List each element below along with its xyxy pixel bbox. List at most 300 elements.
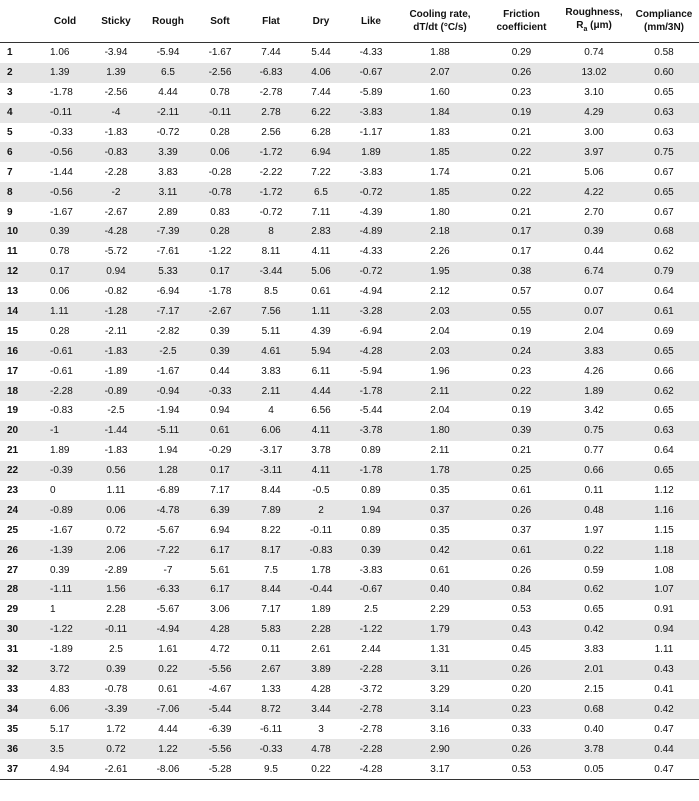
like-value: -6.94 [359,325,383,337]
roughness-value: 4.26 [584,365,604,377]
header-flat: Flat [246,0,296,43]
cooling-rate-value: 2.12 [430,286,450,298]
rough-value: 1.28 [142,461,194,481]
cooling-rate-value: 2.03 [396,302,484,322]
row-number: 32 [0,660,40,680]
soft-value: 0.78 [210,87,230,99]
like-value: -5.89 [359,87,383,99]
dry-value: 6.5 [296,182,346,202]
roughness-value: 2.70 [584,206,604,218]
friction-value: 0.38 [484,262,559,282]
flat-value: -1.72 [246,182,296,202]
roughness-value: 3.42 [584,405,604,417]
friction-value: 0.61 [511,485,532,497]
header-friction-line1: Friction [503,9,540,20]
friction-value: 0.21 [511,206,532,218]
friction-value: 0.53 [484,759,559,779]
dry-value: 5.06 [296,262,346,282]
dry-value: 3.44 [296,699,346,719]
row-number: 29 [7,604,19,616]
soft-value: -0.33 [194,381,246,401]
header-cooling-rate-line1: Cooling rate, [409,9,471,20]
flat-value: 7.44 [261,47,281,59]
dry-value: 4.78 [296,739,346,759]
friction-value: 0.21 [511,445,532,457]
table-row [0,341,699,361]
compliance-value: 1.07 [629,580,699,600]
soft-value: 0.39 [210,325,230,337]
header-friction [484,0,559,43]
header-dry: Dry [296,0,346,43]
cold-value: -0.39 [40,461,90,481]
roughness-value: 0.48 [559,500,629,520]
sticky-value: 0.72 [90,739,142,759]
table-row [0,560,699,580]
like-value: -4.28 [346,759,396,779]
rough-value: 3.39 [142,142,194,162]
friction-value: 0.19 [511,325,532,337]
rough-value: -8.06 [142,759,194,779]
cold-value: 1.89 [50,445,70,457]
friction-value: 0.43 [484,620,559,640]
cold-value: -1.39 [40,540,90,560]
rough-value: 3.11 [142,182,194,202]
like-value: -3.83 [346,103,396,123]
rough-value: -4.78 [142,500,194,520]
table-body [0,43,699,780]
row-number: 16 [0,341,40,361]
sticky-value: -1.83 [104,445,128,457]
table-row [0,302,699,322]
rough-value: 1.22 [142,739,194,759]
rough-value: -7.06 [142,699,194,719]
friction-value: 0.23 [511,365,532,377]
like-value: -2.28 [346,739,396,759]
cold-value: 0 [50,485,56,497]
soft-value: 0.06 [194,142,246,162]
soft-value: 6.39 [194,500,246,520]
header-rough: Rough [142,0,194,43]
cold-value: -1.78 [50,87,73,99]
header-roughness-ra: R [576,20,584,31]
sticky-value: 2.06 [90,540,142,560]
soft-value: -1.22 [208,246,232,258]
soft-value: -1.67 [208,47,232,59]
table-row [0,401,699,421]
cold-value: 3.72 [40,660,90,680]
row-number: 37 [0,759,40,779]
like-value: -3.72 [359,683,383,695]
compliance-value: 0.65 [629,461,699,481]
cooling-rate-value: 1.31 [430,644,450,656]
table-row [0,699,699,719]
compliance-value: 0.65 [654,87,674,99]
compliance-value: 0.60 [629,63,699,83]
roughness-value: 0.62 [559,580,629,600]
row-number: 31 [7,644,19,656]
compliance-value: 0.79 [629,262,699,282]
compliance-value: 0.58 [654,47,674,59]
roughness-value: 2.15 [584,683,604,695]
rough-value: -5.11 [142,421,194,441]
rough-value: 5.33 [142,262,194,282]
flat-value: 7.89 [246,500,296,520]
cold-value: 5.17 [50,723,70,735]
flat-value: 5.83 [246,620,296,640]
cold-value: -0.56 [40,182,90,202]
cooling-rate-value: 1.85 [396,142,484,162]
cooling-rate-value: 3.29 [430,683,450,695]
roughness-value: 3.83 [559,341,629,361]
roughness-value: 5.06 [584,166,604,178]
like-value: -4.33 [359,47,383,59]
soft-value: 6.17 [194,580,246,600]
compliance-value: 0.61 [629,302,699,322]
sticky-value: -2 [90,182,142,202]
friction-value: 0.84 [484,580,559,600]
dry-value: 7.44 [311,87,331,99]
friction-value: 0.26 [484,500,559,520]
table-row [0,282,699,302]
cold-value: 1.39 [40,63,90,83]
compliance-value: 0.69 [654,325,674,337]
compliance-value: 0.66 [654,365,674,377]
like-value: -2.78 [346,699,396,719]
dry-value: 1.78 [311,564,331,576]
cooling-rate-value: 1.78 [396,461,484,481]
dry-value: 4.39 [311,325,331,337]
like-value: 1.94 [346,500,396,520]
like-value: -0.72 [346,262,396,282]
flat-value: -3.17 [259,445,283,457]
table-row [0,361,699,381]
row-number: 20 [0,421,40,441]
cooling-rate-value: 1.79 [396,620,484,640]
like-value: 2.5 [364,604,378,616]
row-number: 27 [7,564,19,576]
sticky-value: 0.56 [90,461,142,481]
like-value: -4.28 [346,341,396,361]
like-value: -3.78 [346,421,396,441]
table-row [0,500,699,520]
rough-value: -0.72 [156,127,180,138]
soft-value: -5.56 [194,660,246,680]
cooling-rate-value: 0.35 [430,485,450,497]
rough-value: 1.94 [158,445,178,457]
row-number: 15 [7,325,19,337]
soft-value: -4.67 [208,683,232,695]
rough-value: -7.61 [156,246,180,258]
flat-value: 7.56 [246,302,296,322]
rough-value: -4.94 [142,620,194,640]
table-row [0,123,699,143]
dry-value: 3 [318,723,324,735]
soft-value: 0.17 [194,461,246,481]
dry-value: 6.56 [311,405,331,417]
like-value: -3.83 [359,166,383,178]
friction-value: 0.45 [511,644,532,656]
sticky-value: -1.83 [104,127,128,138]
friction-value: 0.21 [511,166,532,178]
soft-value: -5.56 [194,739,246,759]
sticky-value: -2.11 [104,325,128,337]
table-row [0,461,699,481]
rough-value: -2.11 [142,103,194,123]
like-value: -1.78 [346,381,396,401]
compliance-value: 1.16 [629,500,699,520]
header-roughness [559,0,629,43]
sticky-value: -1.89 [104,365,128,377]
cooling-rate-value: 1.85 [396,182,484,202]
soft-value: -2.67 [194,302,246,322]
cooling-rate-value: 0.61 [430,564,450,576]
row-number: 36 [0,739,40,759]
dry-value: 4.06 [296,63,346,83]
like-value: -0.72 [346,182,396,202]
table-row [0,739,699,759]
dry-value: 2.61 [311,644,331,656]
friction-value: 0.22 [484,142,559,162]
like-value: 0.39 [346,540,396,560]
row-number: 3 [7,87,13,99]
dry-value: 2.28 [296,620,346,640]
cooling-rate-value: 2.03 [396,341,484,361]
sticky-value: 1.56 [90,580,142,600]
row-number: 34 [0,699,40,719]
rough-value: -2.5 [142,341,194,361]
dry-value: 7.22 [311,166,331,178]
friction-value: 0.17 [484,222,559,242]
soft-value: 7.17 [210,485,230,497]
cold-value: -1.11 [40,580,90,600]
friction-value: 0.21 [511,127,532,138]
roughness-value: 0.42 [559,620,629,640]
rough-value: 1.61 [158,644,178,656]
dry-value: 4.11 [296,421,346,441]
header-roughness-ra-sub: a [583,26,588,33]
row-number: 5 [7,127,13,138]
friction-value: 0.33 [511,723,532,735]
table-row [0,759,699,779]
dry-value: 0.22 [296,759,346,779]
table-row [0,262,699,282]
like-value: -4.39 [359,206,383,218]
rough-value: -2.82 [156,325,180,337]
table-row [0,719,699,739]
rough-value: -0.94 [142,381,194,401]
friction-value: 0.25 [484,461,559,481]
roughness-value: 2.04 [584,325,604,337]
cooling-rate-value: 3.16 [430,723,450,735]
dry-value: 6.28 [311,127,331,138]
table-row [0,182,699,202]
row-number: 9 [7,206,13,218]
friction-value: 0.26 [511,564,532,576]
header-friction-line2: coefficient [496,22,547,33]
compliance-value: 0.44 [629,739,699,759]
sticky-value: -1.28 [90,302,142,322]
rough-value: -5.67 [156,524,180,536]
compliance-value: 1.15 [654,524,674,536]
soft-value: 4.28 [194,620,246,640]
rough-value: -7.17 [142,302,194,322]
table-row [0,162,699,182]
cooling-rate-value: 3.17 [396,759,484,779]
row-number: 35 [7,723,19,735]
cold-value: -1 [40,421,90,441]
sticky-value: -3.39 [90,699,142,719]
compliance-value: 0.47 [654,723,674,735]
flat-value: 1.33 [261,683,281,695]
table-row [0,580,699,600]
cold-value: 0.39 [50,564,70,576]
compliance-value: 0.75 [629,142,699,162]
roughness-value: 0.07 [584,286,604,298]
roughness-value: 3.78 [559,739,629,759]
table-row [0,640,699,660]
dry-value: 4.11 [311,246,331,258]
like-value: 0.89 [361,485,381,497]
flat-value: -6.83 [246,63,296,83]
soft-value: 0.28 [210,127,230,138]
cold-value: -0.11 [40,103,90,123]
friction-value: 0.61 [484,540,559,560]
roughness-value: 0.75 [559,421,629,441]
like-value: -0.67 [346,580,396,600]
cooling-rate-value: 3.11 [396,660,484,680]
roughness-value: 0.39 [559,222,629,242]
cold-value: 0.17 [40,262,90,282]
compliance-value: 0.64 [654,286,674,298]
dry-value: 7.11 [311,206,331,218]
compliance-value: 0.47 [629,759,699,779]
cooling-rate-value: 2.04 [430,405,450,417]
dry-value: 6.11 [311,365,331,377]
soft-value: 0.94 [210,405,230,417]
dry-value: 5.94 [296,341,346,361]
like-value: 2.44 [361,644,381,656]
flat-value: 8.44 [246,580,296,600]
cold-value: -0.56 [40,142,90,162]
cold-value: -1.67 [50,524,73,536]
soft-value: 4.72 [210,644,230,656]
soft-value: -5.44 [194,699,246,719]
roughness-value: 0.40 [584,723,604,735]
cold-value: 0.78 [50,246,70,258]
like-value: 1.89 [346,142,396,162]
dry-value: 4.11 [296,461,346,481]
row-number: 18 [0,381,40,401]
dry-value: -0.11 [309,524,333,536]
cold-value: -0.33 [50,127,73,138]
table-row [0,103,699,123]
friction-value: 0.37 [511,524,532,536]
table-row [0,660,699,680]
friction-value: 0.53 [511,604,532,616]
cold-value: 1 [50,604,56,616]
flat-value: 8.5 [264,286,278,298]
header-cold: Cold [40,0,90,43]
cold-value: -0.89 [40,500,90,520]
cooling-rate-value: 3.14 [396,699,484,719]
rough-value: 4.44 [158,723,178,735]
dry-value: 2 [296,500,346,520]
like-value: -3.83 [359,564,383,576]
flat-value: 2.67 [246,660,296,680]
sticky-value: -0.82 [104,286,128,298]
compliance-value: 0.65 [629,341,699,361]
flat-value: 2.78 [246,103,296,123]
flat-value: 0.11 [261,644,281,656]
table-row [0,680,699,700]
soft-value: 0.17 [194,262,246,282]
dry-value: 0.61 [311,286,331,298]
soft-value: 6.94 [210,524,230,536]
cooling-rate-value: 1.88 [430,47,450,59]
like-value: -1.17 [359,127,383,138]
compliance-value: 0.42 [629,699,699,719]
header-compliance [629,0,699,43]
cold-value: -1.44 [50,166,73,178]
compliance-value: 0.64 [654,445,674,457]
roughness-value: 6.74 [559,262,629,282]
dry-value: -0.44 [296,580,346,600]
sticky-value: 0.94 [90,262,142,282]
flat-value: -0.33 [246,739,296,759]
row-number: 25 [7,524,19,536]
friction-value: 0.24 [484,341,559,361]
like-value: -5.94 [359,365,383,377]
soft-value: 0.28 [194,222,246,242]
rough-value: -7 [163,564,173,576]
table-row [0,202,699,222]
table-row [0,43,699,63]
sticky-value: -0.89 [90,381,142,401]
cold-value: 1.06 [50,47,70,59]
dry-value: 5.44 [311,47,331,59]
sticky-value: -3.94 [104,47,128,59]
table-row [0,321,699,341]
header-like: Like [346,0,396,43]
row-number: 7 [7,166,13,178]
soft-value: -0.11 [194,103,246,123]
header-row [0,0,699,43]
sticky-value: -2.5 [107,405,125,417]
flat-value: 8.44 [261,485,281,497]
sticky-value: -2.61 [90,759,142,779]
sticky-value: 0.72 [106,524,126,536]
friction-value: 0.29 [511,47,532,59]
sticky-value: -5.72 [104,246,128,258]
friction-value: 0.26 [484,739,559,759]
roughness-value: 1.97 [584,524,604,536]
rough-value: -6.33 [142,580,194,600]
soft-value: 0.83 [210,206,230,218]
cooling-rate-value: 1.80 [396,421,484,441]
header-cooling-rate-line2: dT/dt (°C/s) [413,22,467,33]
sticky-value: -2.56 [104,87,128,99]
like-value: -1.78 [346,461,396,481]
row-number: 22 [0,461,40,481]
rough-value: -1.94 [156,405,180,417]
dry-value: 3.89 [296,660,346,680]
row-number: 4 [0,103,40,123]
compliance-value: 0.62 [654,246,674,258]
cold-value: -1.89 [50,644,73,656]
row-number: 8 [0,182,40,202]
table-row [0,381,699,401]
rough-value: -5.67 [156,604,180,616]
